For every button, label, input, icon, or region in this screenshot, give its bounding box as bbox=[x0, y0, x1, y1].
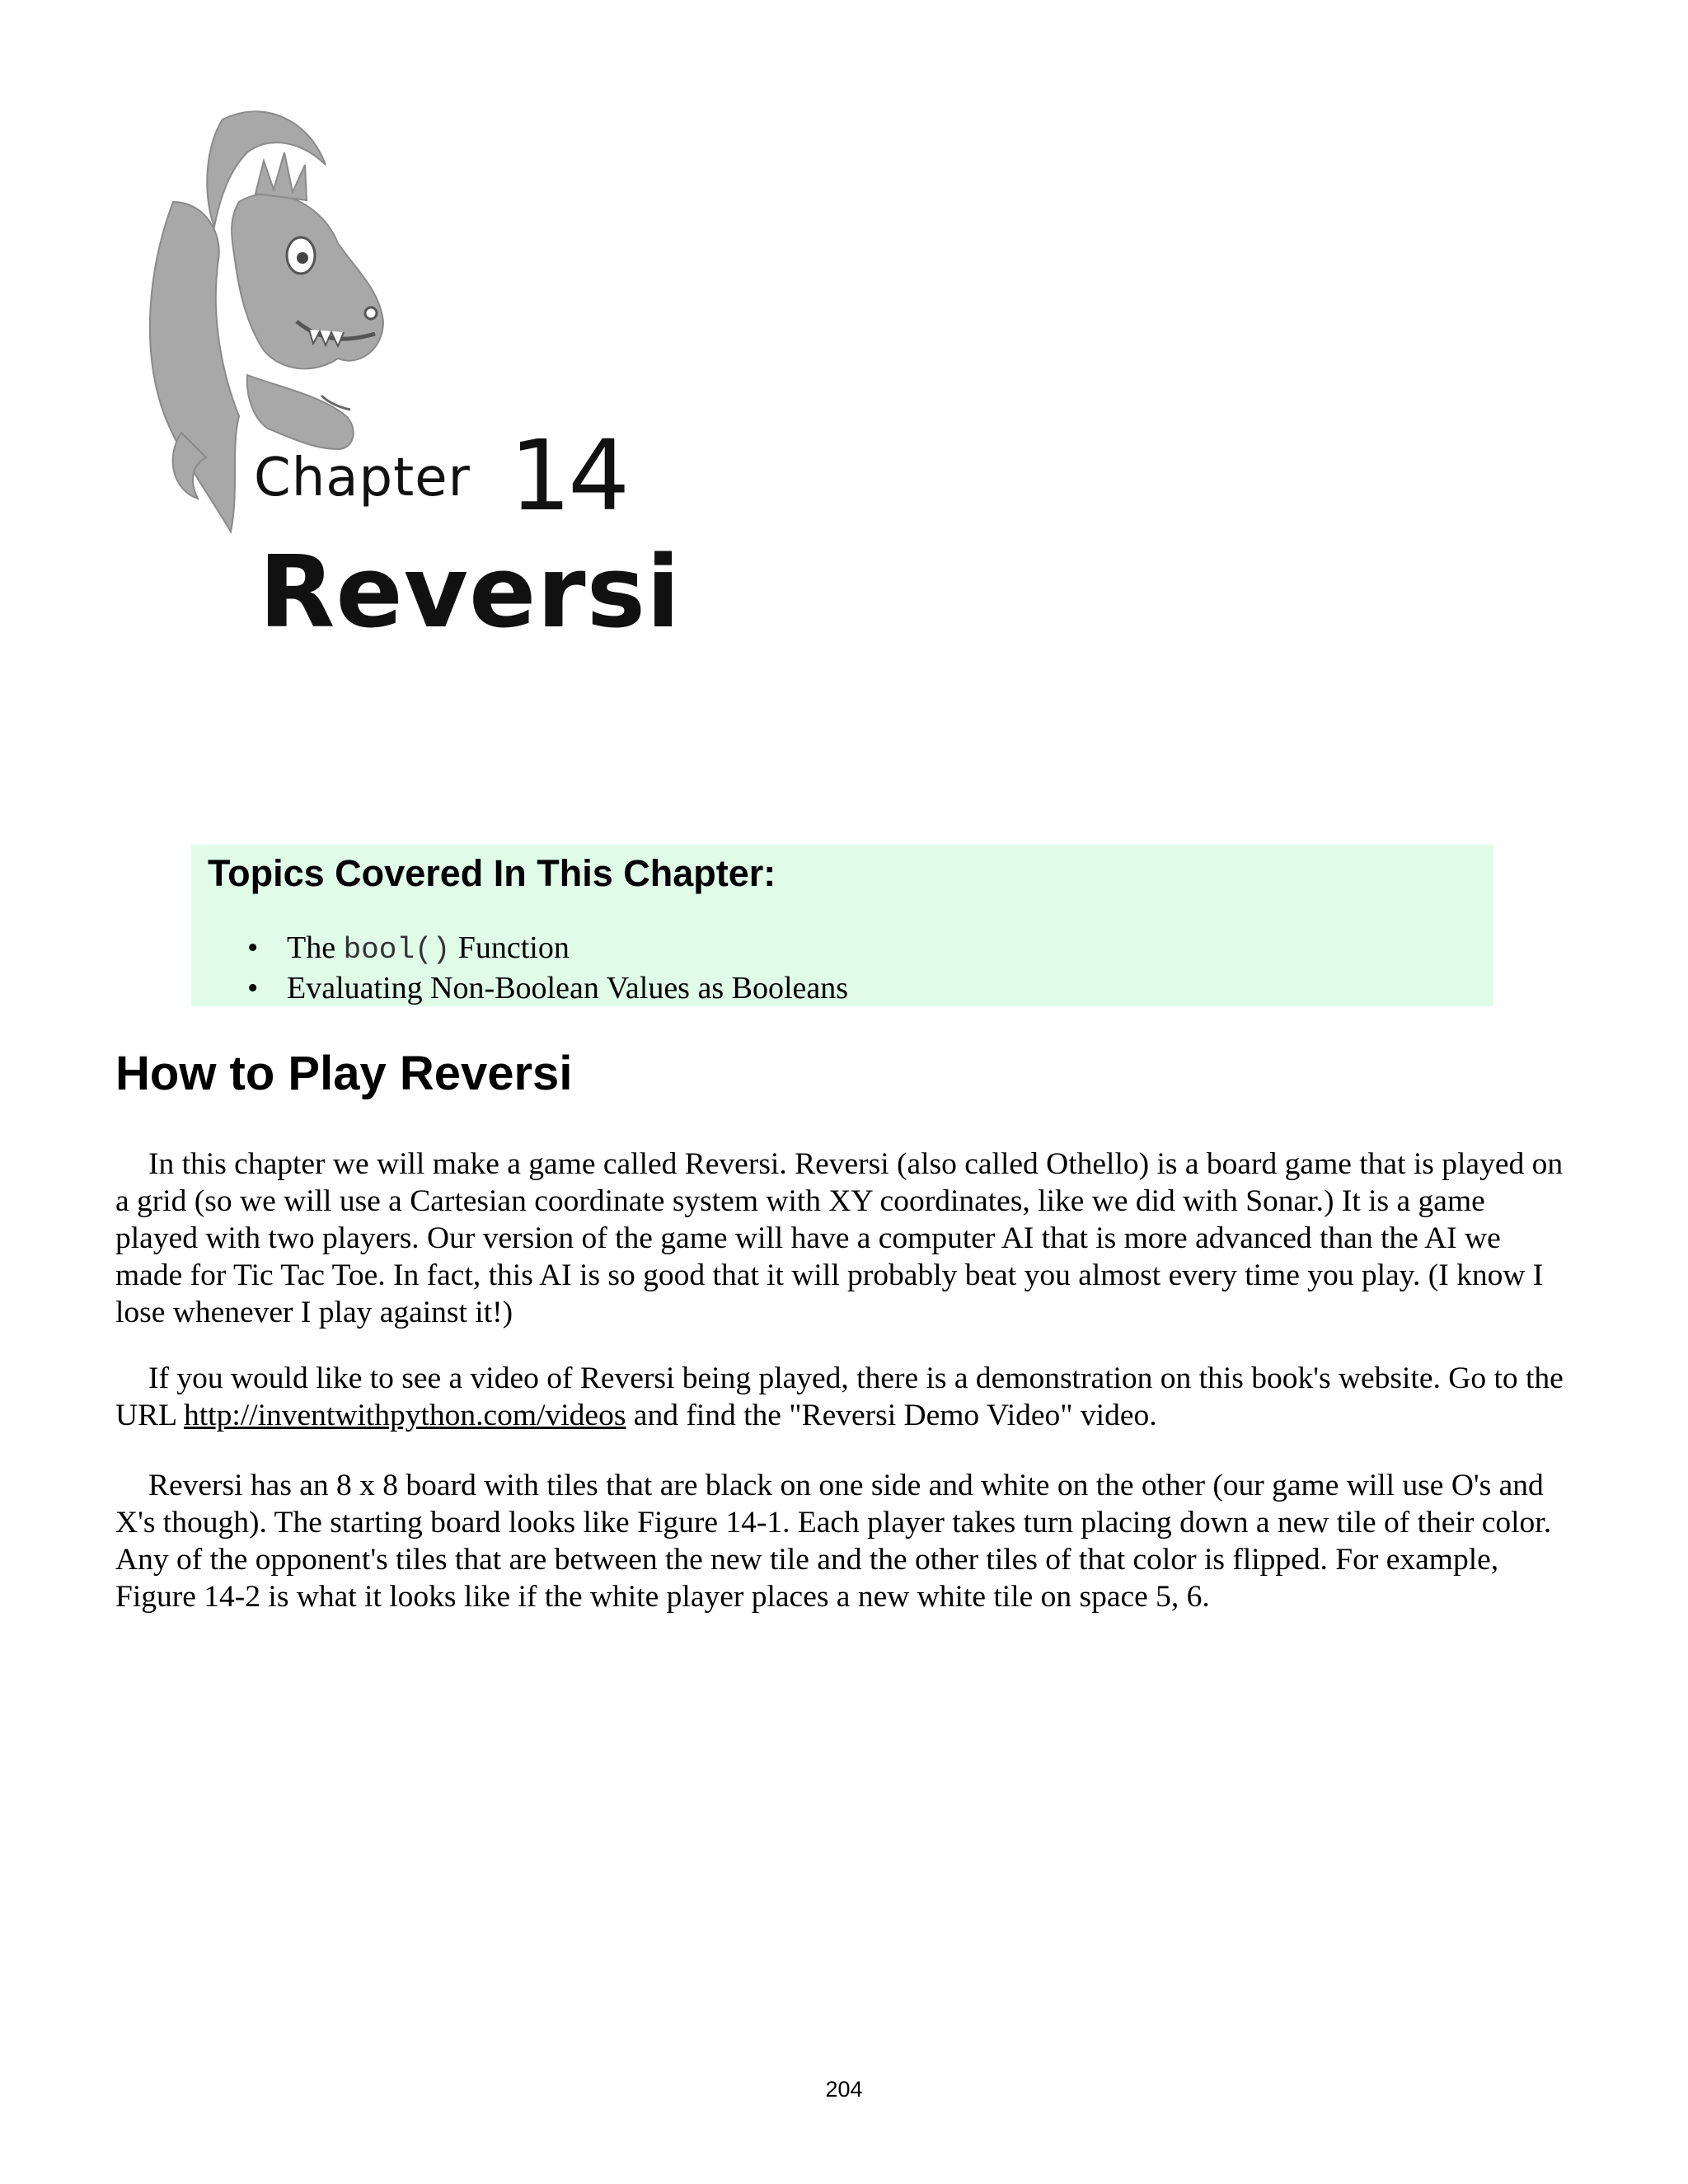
topics-box bbox=[191, 845, 1493, 1006]
topics-list bbox=[247, 929, 848, 1007]
bullet-icon: • bbox=[247, 930, 259, 965]
list-item bbox=[247, 929, 848, 969]
section-heading: How to Play Reversi bbox=[115, 1047, 573, 1100]
chapter-label: Chapter bbox=[254, 448, 471, 509]
paragraph-video-text-end: and find the "Reversi Demo Video" video. bbox=[626, 1399, 1157, 1432]
paragraph-intro: In this chapter we will make a game called Reversi. Reversi (also called Othello) is a board game that is played on a grid (so we will use a Cartesian coordinate system with XY coordinates, like we did with Sonar.) It is a game played with two players. Our version of the game will have a computer AI that is more advanced than the AI we made for Tic Tac Toe. In fact, this AI is so good that it will probably beat you almost every time you play. (I know I lose whenever I play against it!) bbox=[115, 1147, 1564, 1329]
topics-heading: Topics Covered In This Chapter: bbox=[208, 852, 776, 894]
bullet-icon: • bbox=[247, 971, 259, 1005]
topic-prefix: The bbox=[287, 930, 344, 965]
topic-suffix: Function bbox=[450, 930, 570, 965]
list-item bbox=[247, 969, 848, 1007]
chapter-number: 14 bbox=[509, 419, 627, 532]
videos-link[interactable]: http://inventwithpython.com/videos bbox=[183, 1399, 626, 1432]
paragraph-video bbox=[115, 1360, 1566, 1434]
paragraph-board: Reversi has an 8 x 8 board with tiles that are black on one side and white on the other (our game will use O's and X's though). The starting board looks like Figure 14-1. Each player takes turn placing down a new tile of their color. Any of the opponent's tiles that are between the new tile and the other tiles of that color is flipped. For example, Figure 14-2 is what it looks like if the white player places a new white tile on space 5, 6. bbox=[115, 1469, 1552, 1614]
chapter-title: Reversi bbox=[259, 536, 682, 650]
page-number: 204 bbox=[825, 2077, 863, 2102]
paragraph-video-text: If you would like to see a video of Reversi being played, there is a demonstration on this book's website. Go to the URL bbox=[115, 1361, 1564, 1432]
topic-code: bool() bbox=[343, 933, 451, 967]
topic-text: Evaluating Non-Boolean Values as Booleans bbox=[287, 971, 849, 1005]
